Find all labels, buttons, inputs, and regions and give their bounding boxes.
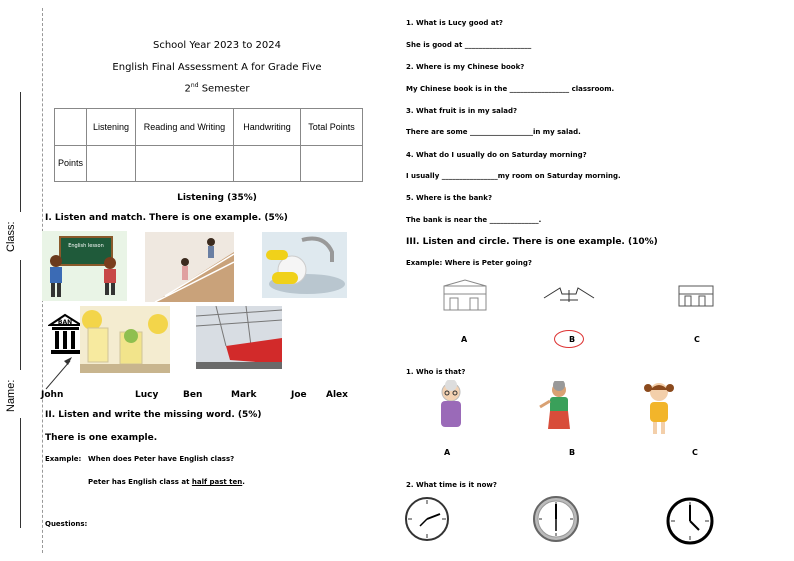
assessment-title: English Final Assessment A for Grade Five bbox=[112, 62, 322, 73]
q1-text: 1. What is Lucy good at? bbox=[406, 19, 503, 27]
example-answer-word: half past ten bbox=[191, 478, 243, 486]
name-label: Name: bbox=[5, 379, 17, 412]
part3-q1: 1. Who is that? bbox=[406, 368, 466, 376]
part2-example-label: Example: bbox=[45, 455, 82, 463]
name-lucy: Lucy bbox=[135, 390, 159, 400]
semester-number: 2 bbox=[184, 83, 191, 95]
train-station-image bbox=[196, 306, 282, 369]
semester bbox=[54, 82, 380, 94]
q5-answer[interactable]: The bank is near the ______________. bbox=[406, 216, 542, 224]
clock-a-icon[interactable] bbox=[404, 496, 450, 542]
part3-example: Example: Where is Peter going? bbox=[406, 259, 532, 267]
name-line bbox=[20, 418, 21, 528]
grandma-image bbox=[436, 380, 466, 432]
name-john: John bbox=[41, 390, 64, 400]
clock-c-icon[interactable] bbox=[666, 497, 714, 545]
classroom-image bbox=[42, 231, 127, 301]
q3-text: 3. What fruit is in my salad? bbox=[406, 107, 518, 115]
q3-answer[interactable]: There are some __________________in my salad. bbox=[406, 128, 581, 136]
class-line bbox=[20, 92, 21, 212]
score-cell-listening[interactable] bbox=[87, 145, 136, 182]
q5-text: 5. Where is the bank? bbox=[406, 194, 493, 202]
q4-answer[interactable]: I usually ________________my room on Saturday morning. bbox=[406, 172, 621, 180]
score-header-handwriting: Handwriting bbox=[234, 109, 301, 146]
score-header-total: Total Points bbox=[301, 109, 363, 146]
class-label: Class: bbox=[5, 221, 17, 252]
score-row-label: Points bbox=[55, 145, 87, 182]
name-line-top bbox=[20, 260, 21, 370]
example-image-a bbox=[440, 278, 490, 316]
q1-choice-c[interactable]: C bbox=[692, 448, 698, 457]
example-image-c bbox=[677, 282, 715, 312]
score-table-corner bbox=[55, 109, 87, 146]
example-answer-prefix: Peter has English class at bbox=[88, 478, 192, 486]
questions-label: Questions: bbox=[45, 520, 88, 528]
svg-text:BAN: BAN bbox=[57, 319, 73, 326]
score-cell-reading[interactable] bbox=[136, 145, 234, 182]
part2-example-intro: There is one example. bbox=[45, 433, 158, 443]
score-cell-handwriting[interactable] bbox=[234, 145, 301, 182]
q1-choice-b[interactable]: B bbox=[569, 448, 576, 457]
q2-answer[interactable]: My Chinese book is in the _________________ classroom. bbox=[406, 85, 615, 93]
score-cell-total[interactable] bbox=[301, 145, 363, 182]
name-joe: Joe bbox=[291, 390, 307, 400]
part2-example-answer bbox=[88, 478, 245, 486]
example-choice-c[interactable]: C bbox=[694, 335, 700, 344]
score-table bbox=[54, 108, 363, 182]
name-ben: Ben bbox=[183, 390, 203, 400]
board-text: English lesson bbox=[68, 243, 104, 249]
name-mark: Mark bbox=[231, 390, 257, 400]
q1-answer[interactable]: She is good at ___________________ bbox=[406, 41, 532, 49]
example-image-b bbox=[540, 280, 598, 306]
score-header-reading: Reading and Writing bbox=[136, 109, 234, 146]
q4-text: 4. What do I usually do on Saturday morning? bbox=[406, 151, 587, 159]
part1-title: I. Listen and match. There is one example. (5%) bbox=[45, 213, 288, 223]
school-year: School Year 2023 to 2024 bbox=[152, 40, 282, 51]
name-alex: Alex bbox=[326, 390, 348, 400]
washing-dishes-image bbox=[262, 232, 347, 298]
salad-drinks-image bbox=[80, 306, 170, 373]
woman-image bbox=[538, 381, 580, 431]
part3-title: III. Listen and circle. There is one example. (10%) bbox=[406, 237, 658, 247]
bank-image bbox=[48, 313, 83, 358]
girl-image bbox=[640, 380, 678, 436]
example-arrow bbox=[42, 355, 74, 391]
example-choice-a[interactable]: A bbox=[461, 335, 468, 344]
part3-q2: 2. What time is it now? bbox=[406, 481, 497, 489]
clock-b-icon[interactable] bbox=[532, 495, 580, 543]
part2-example-question: When does Peter have English class? bbox=[88, 455, 235, 463]
example-answer-suffix: . bbox=[242, 478, 245, 486]
stairs-cleaning-image bbox=[145, 232, 234, 302]
score-header-listening: Listening bbox=[87, 109, 136, 146]
semester-word: Semester bbox=[198, 83, 250, 95]
example-choice-b[interactable]: B bbox=[569, 335, 576, 344]
q2-text: 2. Where is my Chinese book? bbox=[406, 63, 525, 71]
semester-suffix: nd bbox=[190, 82, 199, 89]
part2-title: II. Listen and write the missing word. (5%) bbox=[45, 410, 262, 420]
q1-choice-a[interactable]: A bbox=[444, 448, 451, 457]
section-listening: Listening (35%) bbox=[177, 193, 257, 203]
